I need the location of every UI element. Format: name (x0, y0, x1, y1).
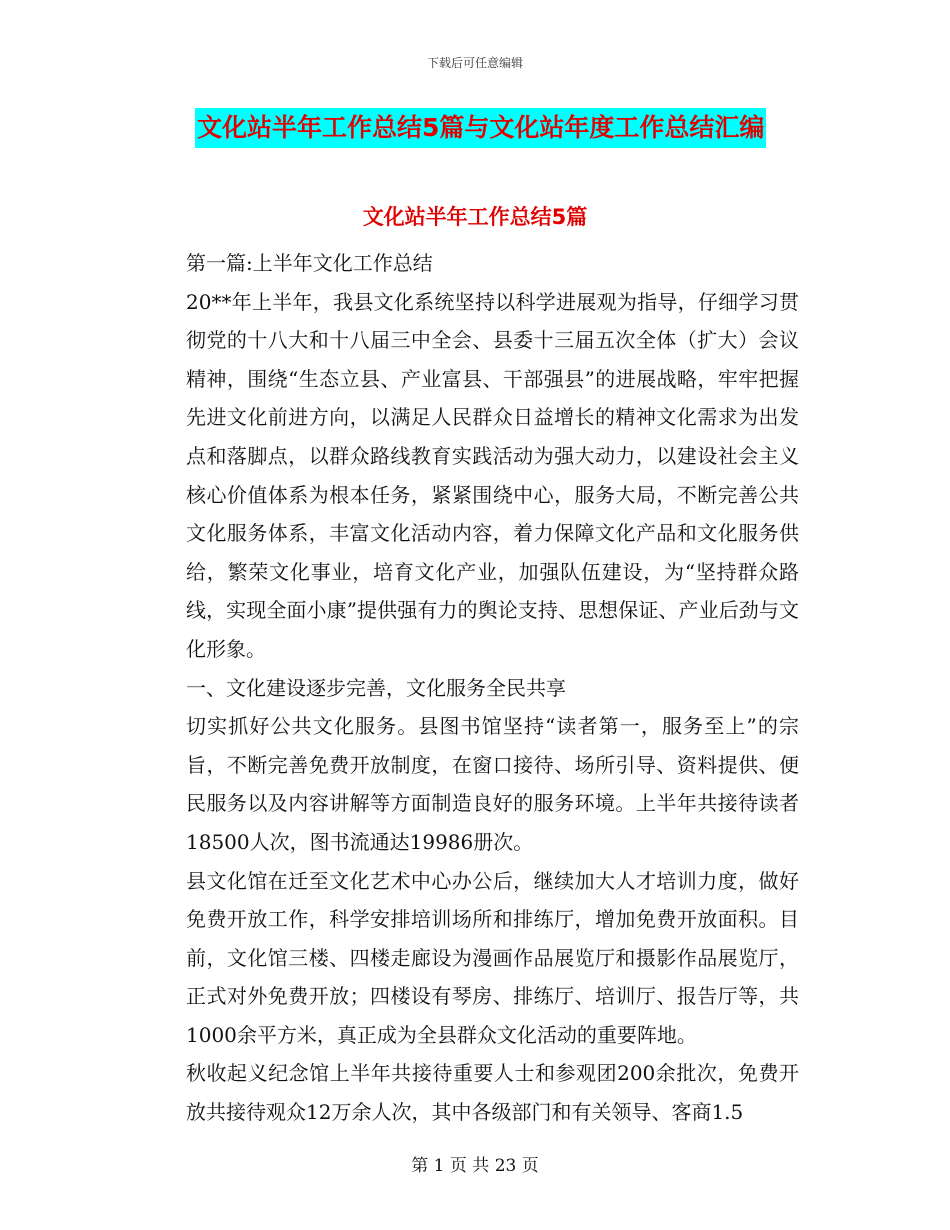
paragraph: 20**年上半年，我县文化系统坚持以科学进展观为指导，仔细学习贯彻党的十八大和十八届三中全会、县委十三届五次全体（扩大）会议精神，围绕“生态立县、产业富县、干部强县”的进展战略，牢牢把握先进文化前进方向，以满足人民群众日益增长的精神文化需求为出发点和落脚点，以群众路线教育实践活动为强大动力，以建设社会主义核心价值体系为根本任务，紧紧围绕中心，服务大局，不断完善公共文化服务体系，丰富文化活动内容，着力保障文化产品和文化服务供给，繁荣文化事业，培育文化产业，加强队伍建设，为“坚持群众路线，实现全面小康”提供强有力的舆论支持、思想保证、产业后劲与文化形象。 (186, 289, 799, 661)
document-main-title: 文化站半年工作总结5篇与文化站年度工作总结汇编 (195, 108, 766, 148)
document-body (144, 244, 799, 1132)
section-heading: 第一篇:上半年文化工作总结 (186, 251, 433, 275)
paragraph-heading: 一、文化建设逐步完善，文化服务全民共享 (186, 675, 566, 700)
paragraph: 县文化馆在迁至文化艺术中心办公后，继续加大人才培训力度，做好免费开放工作，科学安排培训场所和排练厅，增加免费开放面积。目前，文化馆三楼、四楼走廊设为漫画作品展览厅和摄影作品展览厅，正式对外免费开放；四楼设有琴房、排练厅、培训厅、报告厅等，共1000余平方米，真正成为全县群众文化活动的重要阵地。 (186, 868, 799, 1047)
page-number: 第 1 页 共 23 页 (411, 1156, 539, 1176)
paragraph: 切实抓好公共文化服务。县图书馆坚持“读者第一，服务至上”的宗旨，不断完善免费开放制度，在窗口接待、场所引导、资料提供、便民服务以及内容讲解等方面制造良好的服务环境。上半年共接待读者18500人次，图书流通达19986册次。 (186, 714, 799, 854)
header-note: 下载后可任意编辑 (426, 56, 523, 70)
document-sub-title: 文化站半年工作总结5篇 (362, 205, 588, 229)
paragraph: 秋收起义纪念馆上半年共接待重要人士和参观团200余批次，免费开放共接待观众12万余人次，其中各级部门和有关领导、客商1.5 (186, 1061, 799, 1125)
